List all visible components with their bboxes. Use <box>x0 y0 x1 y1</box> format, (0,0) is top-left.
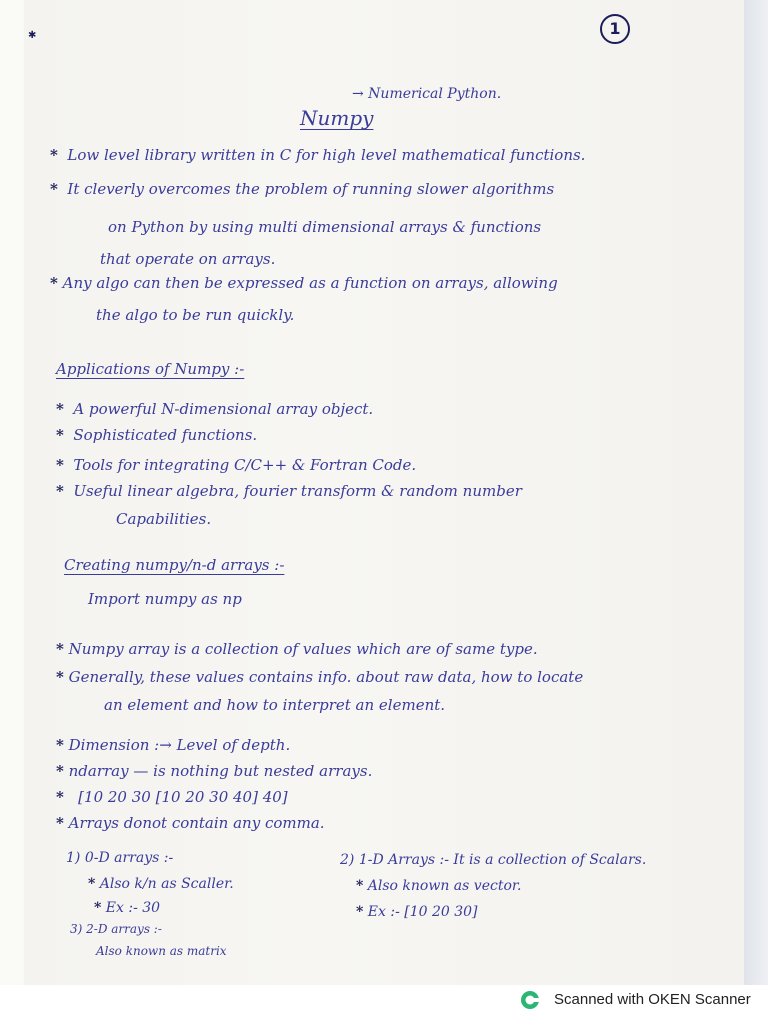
application-4-cont: Capabilities. <box>116 510 212 528</box>
array-point-2-cont: an element and how to interpret an element. <box>104 696 446 714</box>
dimension-point-1: * Dimension :→ Level of depth. <box>56 736 291 754</box>
intro-point-2-cont: on Python by using multi dimensional arrays & functions <box>108 218 542 236</box>
application-3: * Tools for integrating C/C++ & Fortran Code. <box>56 456 417 474</box>
creating-heading: Creating numpy/n-d arrays :- <box>64 556 285 574</box>
dimension-point-3: * [10 20 30 [10 20 30 40] 40] <box>56 788 288 806</box>
two-d-line1: Also known as matrix <box>96 944 227 958</box>
application-1: * A powerful N-dimensional array object. <box>56 400 374 418</box>
intro-point-1: * Low level library written in C for high level mathematical functions. <box>50 146 586 164</box>
one-d-line1: * Also known as vector. <box>356 878 522 894</box>
two-d-title: 3) 2-D arrays :- <box>70 922 162 936</box>
intro-point-2: * It cleverly overcomes the problem of running slower algorithms <box>50 180 555 198</box>
intro-point-3-cont: the algo to be run quickly. <box>96 306 295 324</box>
dimension-point-4: * Arrays donot contain any comma. <box>56 814 325 832</box>
page-number: 1 <box>600 14 630 44</box>
oken-scanner-logo-icon <box>520 990 540 1010</box>
array-point-2: * Generally, these values contains info. about raw data, how to locate <box>56 668 584 686</box>
scanner-footer-text: Scanned with OKEN Scanner <box>554 991 751 1008</box>
dimension-point-2: * ndarray — is nothing but nested arrays. <box>56 762 373 780</box>
application-2: * Sophisticated functions. <box>56 426 258 444</box>
page-edge-shadow <box>744 0 768 985</box>
zero-d-line1: * Also k/n as Scaller. <box>88 876 234 892</box>
application-4: * Useful linear algebra, fourier transform & random number <box>56 482 522 500</box>
import-line: Import numpy as np <box>88 590 242 608</box>
page-subtitle: → Numerical Python. <box>352 86 502 102</box>
array-point-1: * Numpy array is a collection of values which are of same type. <box>56 640 538 658</box>
applications-heading: Applications of Numpy :- <box>56 360 245 378</box>
zero-d-line2: * Ex :- 30 <box>94 900 161 916</box>
corner-mark: ✱ <box>28 30 37 41</box>
one-d-title: 2) 1-D Arrays :- It is a collection of Scalars. <box>340 852 647 868</box>
intro-point-2-cont2: that operate on arrays. <box>100 250 276 268</box>
one-d-line2: * Ex :- [10 20 30] <box>356 904 478 920</box>
intro-point-3: * Any algo can then be expressed as a function on arrays, allowing <box>50 274 558 292</box>
zero-d-title: 1) 0-D arrays :- <box>66 850 174 866</box>
page-title: Numpy <box>300 106 374 130</box>
